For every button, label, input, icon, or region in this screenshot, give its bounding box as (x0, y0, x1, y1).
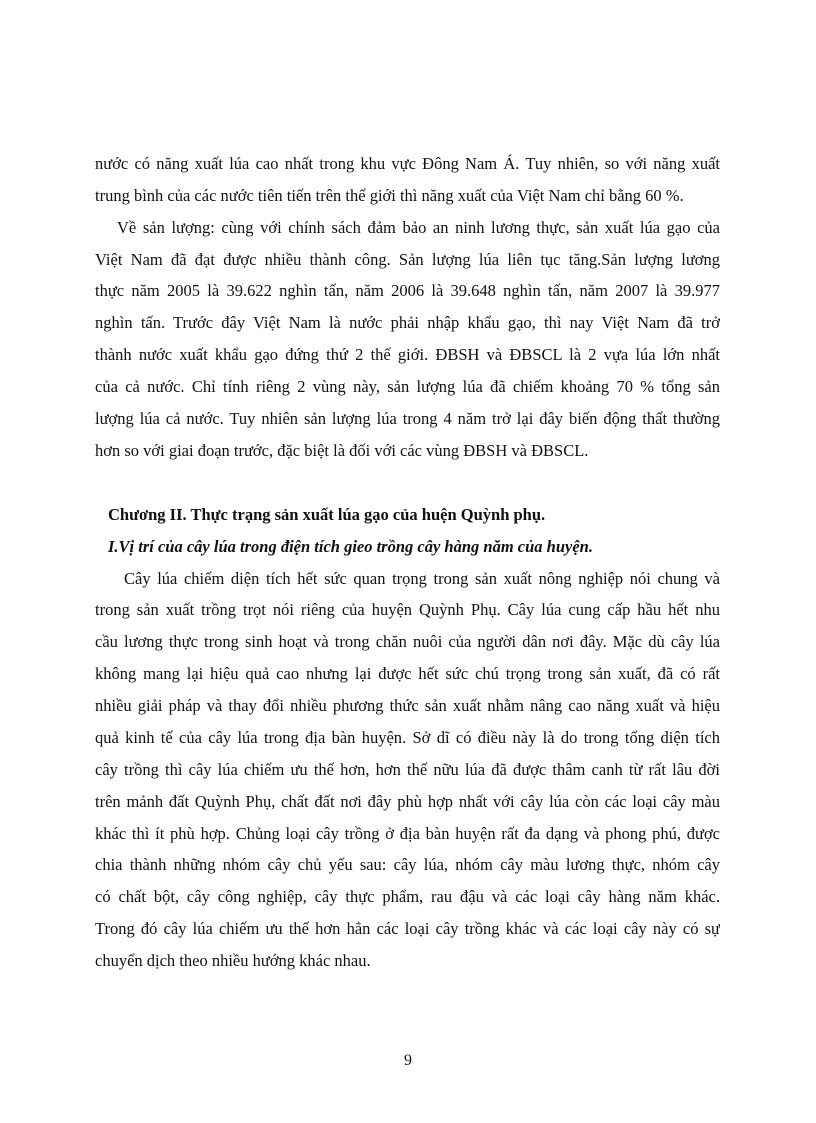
chapter-heading: Chương II. Thực trạng sản xuất lúa gạo của huện Quỳnh phụ. (108, 505, 546, 524)
body-text-line: trên mảnh đất Quỳnh Phụ, chất đất nơi đây phù hợp nhất với cây lúa còn các loại cây màu (95, 792, 720, 811)
body-text-line: có chất bột, cây công nghiệp, cây thực phẩm, rau đậu và các loại cây hàng năm khác. (95, 887, 720, 906)
body-text-line: trong sản xuất trồng trọt nói riêng của huyện Quỳnh Phụ. Cây lúa cung cấp hầu hết nhu (95, 600, 720, 619)
body-text-line: quả kinh tế của cây lúa trong địa bàn huyện. Sở dĩ có điều này là do trong tổng diện tích (95, 728, 720, 747)
body-text-line: nước có năng xuất lúa cao nhất trong khu vực Đông Nam Á. Tuy nhiên, so với năng xuất (95, 154, 720, 173)
body-text-line: trung bình của các nước tiên tiến trên thế giới thì năng xuất của Việt Nam chỉ bằng 60 %. (95, 186, 684, 205)
body-text-line: cây trồng thì cây lúa chiếm ưu thế hơn, hơn thế nữu lúa đã được thâm canh từ rất lâu đời (95, 760, 720, 779)
body-text-line: Trong đó cây lúa chiếm ưu thế hơn hẳn các loại cây trồng khác và các loại cây này có sự (95, 919, 720, 938)
body-text-line: thành nước xuất khẩu gạo đứng thứ 2 thế giới. ĐBSH và ĐBSCL là 2 vựa lúa lớn nhất (95, 345, 720, 364)
body-text-line: Việt Nam đã đạt được nhiều thành công. Sản lượng lúa liên tục tăng.Sản lượng lương (95, 250, 720, 269)
body-text-line: lượng lúa cả nước. Tuy nhiên sản lượng lúa trong 4 năm trở lại đây biến động thất thường (95, 409, 720, 428)
body-text-line: không mang lại hiệu quả cao nhưng lại được hết sức chú trọng trong sản xuất, đã có rất (95, 664, 720, 683)
page-number: 9 (404, 1052, 412, 1069)
body-text-line: nhiều giải pháp và thay đổi nhiều phương thức sản xuất nhằm nâng cao năng xuất và hiệu (95, 696, 720, 715)
body-text-line: chia thành những nhóm cây chủ yếu sau: cây lúa, nhóm cây màu lương thực, nhóm cây (95, 855, 720, 874)
body-text-line: của cả nước. Chỉ tính riêng 2 vùng này, sản lượng lúa đã chiếm khoảng 70 % tổng sản (95, 377, 720, 396)
body-text-line: chuyển dịch theo nhiều hướng khác nhau. (95, 951, 371, 970)
body-text-line: hơn so với giai đoạn trước, đặc biệt là đối với các vùng ĐBSH và ĐBSCL. (95, 441, 589, 460)
body-text-line: cầu lương thực trong sinh hoạt và trong chăn nuôi của người dân nơi đây. Mặc dù cây lúa (95, 632, 720, 651)
body-text-line: nghìn tấn. Trước đây Việt Nam là nước phải nhập khẩu gạo, thì nay Việt Nam đã trở (95, 313, 720, 332)
body-text-line: khác thì ít phù hợp. Chủng loại cây trồng ở địa bàn huyện rất đa dạng và phong phú, được (95, 824, 720, 843)
section-heading: I.Vị trí của cây lúa trong điện tích gieo trồng cây hàng năm của huyện. (108, 537, 593, 556)
body-text-line: Về sản lượng: cùng với chính sách đảm bảo an ninh lương thực, sản xuất lúa gạo của (117, 218, 720, 237)
body-text-line: Cây lúa chiếm diện tích hết sức quan trọng trong sản xuất nông nghiệp nói chung và (124, 569, 720, 588)
body-text-line: thực năm 2005 là 39.622 nghìn tấn, năm 2006 là 39.648 nghìn tấn, năm 2007 là 39.977 (95, 281, 720, 300)
